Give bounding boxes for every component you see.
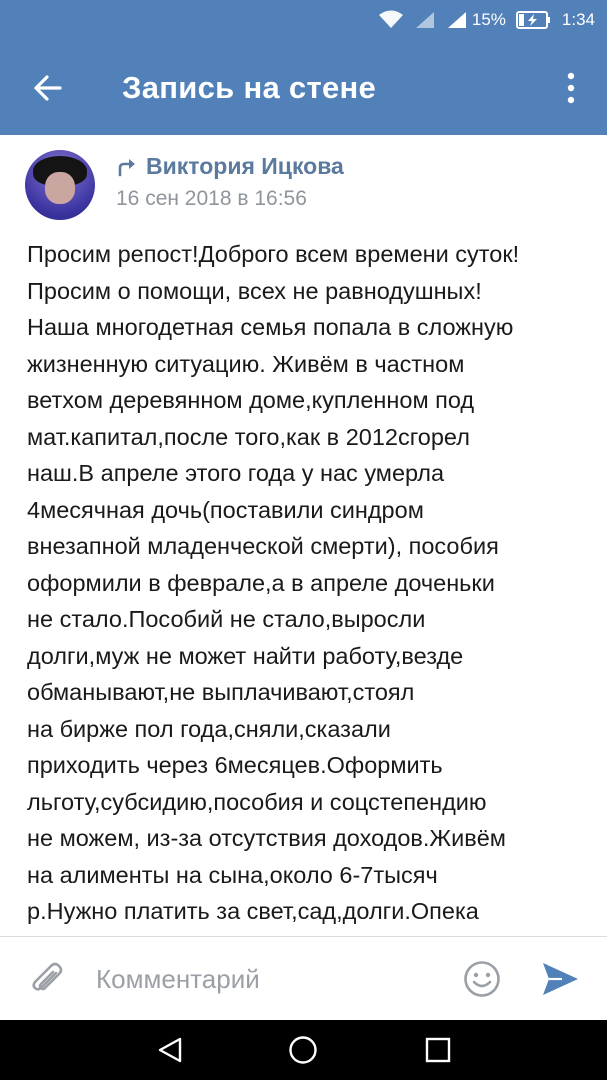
post-text-line: приходить через 6месяцев.Оформить (27, 752, 443, 778)
back-button[interactable] (30, 70, 66, 106)
post-text-line: льготу,субсидию,пособия и соцстепендию (27, 788, 487, 815)
battery-percent: 15% (471, 10, 506, 29)
post-text-line: наш.В апреле этого года у нас умерла (27, 460, 445, 486)
post-text-line: оформили в феврале,а в апреле доченьки (27, 569, 495, 596)
wifi-icon (378, 10, 404, 30)
post-text (27, 236, 587, 936)
avatar-face (45, 172, 75, 204)
post-text-line: Просим репост!Доброго всем времени суток! (27, 241, 520, 267)
post-text-line: внезапной младенческой смерти), пособия (27, 533, 499, 559)
post-text-line: 4месячная дочь(поставили синдром (27, 496, 424, 523)
nav-recent-apps-icon[interactable] (425, 1037, 451, 1063)
smile-icon (463, 960, 501, 998)
post-text-line: мат.капитал,после того,как в 2012сгорел (27, 423, 470, 450)
post-author-link[interactable]: Виктория Ицкова (146, 153, 344, 179)
avatar[interactable] (25, 150, 95, 220)
clock: 1:34 (561, 10, 595, 29)
post-text-line: р.Нужно платить за свет,сад,долги.Опека (27, 898, 479, 924)
status-bar (0, 0, 607, 40)
signal-icon (446, 10, 468, 30)
arrow-left-icon (30, 70, 66, 106)
app-bar (0, 40, 607, 135)
post-text-line: на бирже пол года,сняли,сказали (27, 715, 391, 742)
post-text-line: Наша многодетная семья попала в сложную (27, 314, 514, 340)
post-text-line: Просим о помощи, всех не равнодушных! (27, 277, 482, 304)
page-title: Запись на стене (122, 70, 377, 105)
attach-button[interactable] (30, 959, 66, 999)
post-text-line: не стало.Пособий не стало,выросли (27, 606, 426, 632)
repost-arrow-icon (116, 157, 138, 177)
post-text-line: жизненную ситуацию. Живём в частном (27, 350, 465, 377)
post-date: 16 сен 2018 в 16:56 (116, 187, 307, 210)
more-vertical-icon (559, 70, 583, 106)
nav-home-icon[interactable] (288, 1035, 318, 1065)
send-button[interactable] (540, 960, 580, 998)
nav-back-icon[interactable] (156, 1036, 184, 1064)
comment-input[interactable] (96, 957, 436, 1001)
post-text-line: ветхом деревянном доме,купленном под (27, 387, 475, 413)
post-text-line: не можем, из-за отсутствия доходов.Живём (27, 825, 506, 851)
post-text-line: на алименты на сына,около 6-7тысяч (27, 861, 438, 888)
send-icon (540, 960, 580, 998)
emoji-button[interactable] (463, 960, 501, 998)
paperclip-icon (30, 959, 66, 999)
signal-icon (414, 10, 436, 30)
comment-bar (0, 937, 607, 1020)
system-navigation-bar (0, 1020, 607, 1080)
more-options-button[interactable] (559, 70, 583, 106)
post-text-line: обманывают,не выплачивают,стоял (27, 679, 415, 705)
post-text-line: долги,муж не может найти работу,везде (27, 642, 464, 669)
battery-charging-icon (516, 11, 552, 29)
